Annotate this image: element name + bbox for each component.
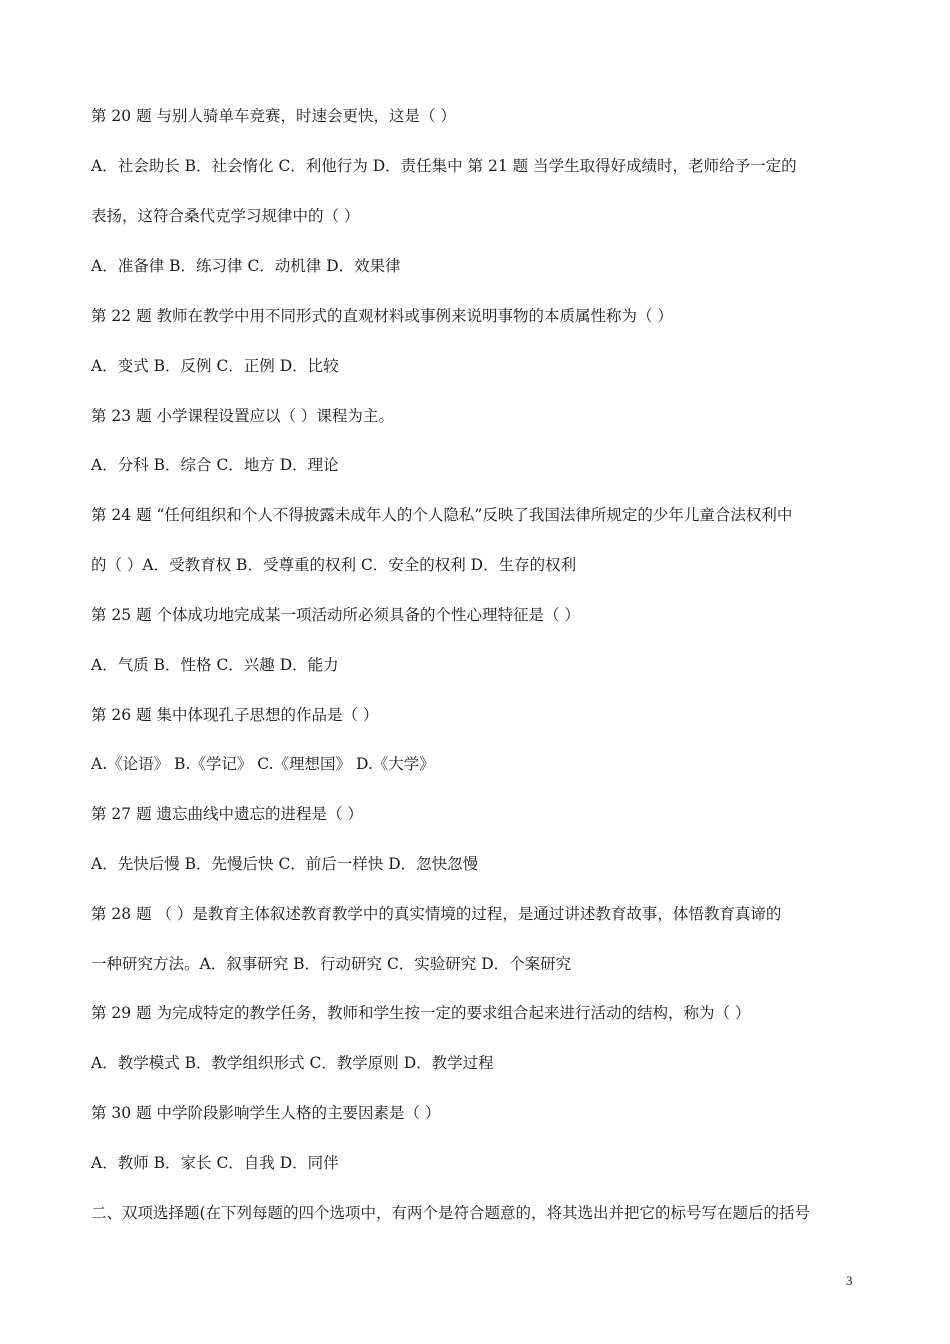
text-line: A．变式 B．反例 C．正例 D．比较 <box>91 357 339 375</box>
text-line: 第 29 题 为完成特定的教学任务，教师和学生按一定的要求组合起来进行活动的结构，称为（ ） <box>91 1004 751 1022</box>
text-line: A．教学模式 B．教学组织形式 C．教学原则 D．教学过程 <box>91 1054 494 1072</box>
page-number: 3 <box>846 1273 853 1288</box>
text-line: 一种研究方法。A．叙事研究 B．行动研究 C．实验研究 D．个案研究 <box>91 955 572 973</box>
text-line: A．社会助长 B．社会惰化 C．利他行为 D．责任集中 第 21 题 当学生取得好成绩时，老师给予一定的 <box>91 157 797 175</box>
text-line: 第 30 题 中学阶段影响学生人格的主要因素是（ ） <box>91 1104 441 1122</box>
text-line: 第 23 题 小学课程设置应以（ ）课程为主。 <box>91 407 394 425</box>
text-line: 第 26 题 集中体现孔子思想的作品是（ ） <box>91 706 379 724</box>
text-line: 第 25 题 个体成功地完成某一项活动所必须具备的个性心理特征是（ ） <box>91 606 580 624</box>
text-line: 第 20 题 与别人骑单车竞赛，时速会更快，这是（ ） <box>91 107 456 125</box>
text-line: A．准备律 B．练习律 C．动机律 D．效果律 <box>91 257 401 275</box>
text-line: 第 22 题 教师在教学中用不同形式的直观材料或事例来说明事物的本质属性称为（ ） <box>91 307 673 325</box>
text-line: 二、双项选择题(在下列每题的四个选项中，有两个是符合题意的，将其选出并把它的标号写在题后的括号 <box>91 1204 811 1222</box>
text-line: A.《论语》 B.《学记》 C.《理想国》 D.《大学》 <box>91 755 435 773</box>
text-line: 的（ ）A．受教育权 B．受尊重的权利 C．安全的权利 D．生存的权利 <box>91 556 577 574</box>
text-line: A．教师 B．家长 C．自我 D．同伴 <box>91 1154 339 1172</box>
text-line: 第 27 题 遗忘曲线中遗忘的进程是（ ） <box>91 805 363 823</box>
text-line: 表扬，这符合桑代克学习规律中的（ ） <box>91 207 360 225</box>
text-line: A．气质 B．性格 C．兴趣 D．能力 <box>91 656 339 674</box>
text-line: A．分科 B．综合 C．地方 D．理论 <box>91 456 339 474</box>
text-line: 第 24 题 “任何组织和个人不得披露未成年人的个人隐私”反映了我国法律所规定的少年儿童合法权利中 <box>91 506 793 524</box>
text-line: A．先快后慢 B．先慢后快 C．前后一样快 D．忽快忽慢 <box>91 855 479 873</box>
text-line: 第 28 题 （ ）是教育主体叙述教育教学中的真实情境的过程，是通过讲述教育故事，体悟教育真谛的 <box>91 905 782 923</box>
